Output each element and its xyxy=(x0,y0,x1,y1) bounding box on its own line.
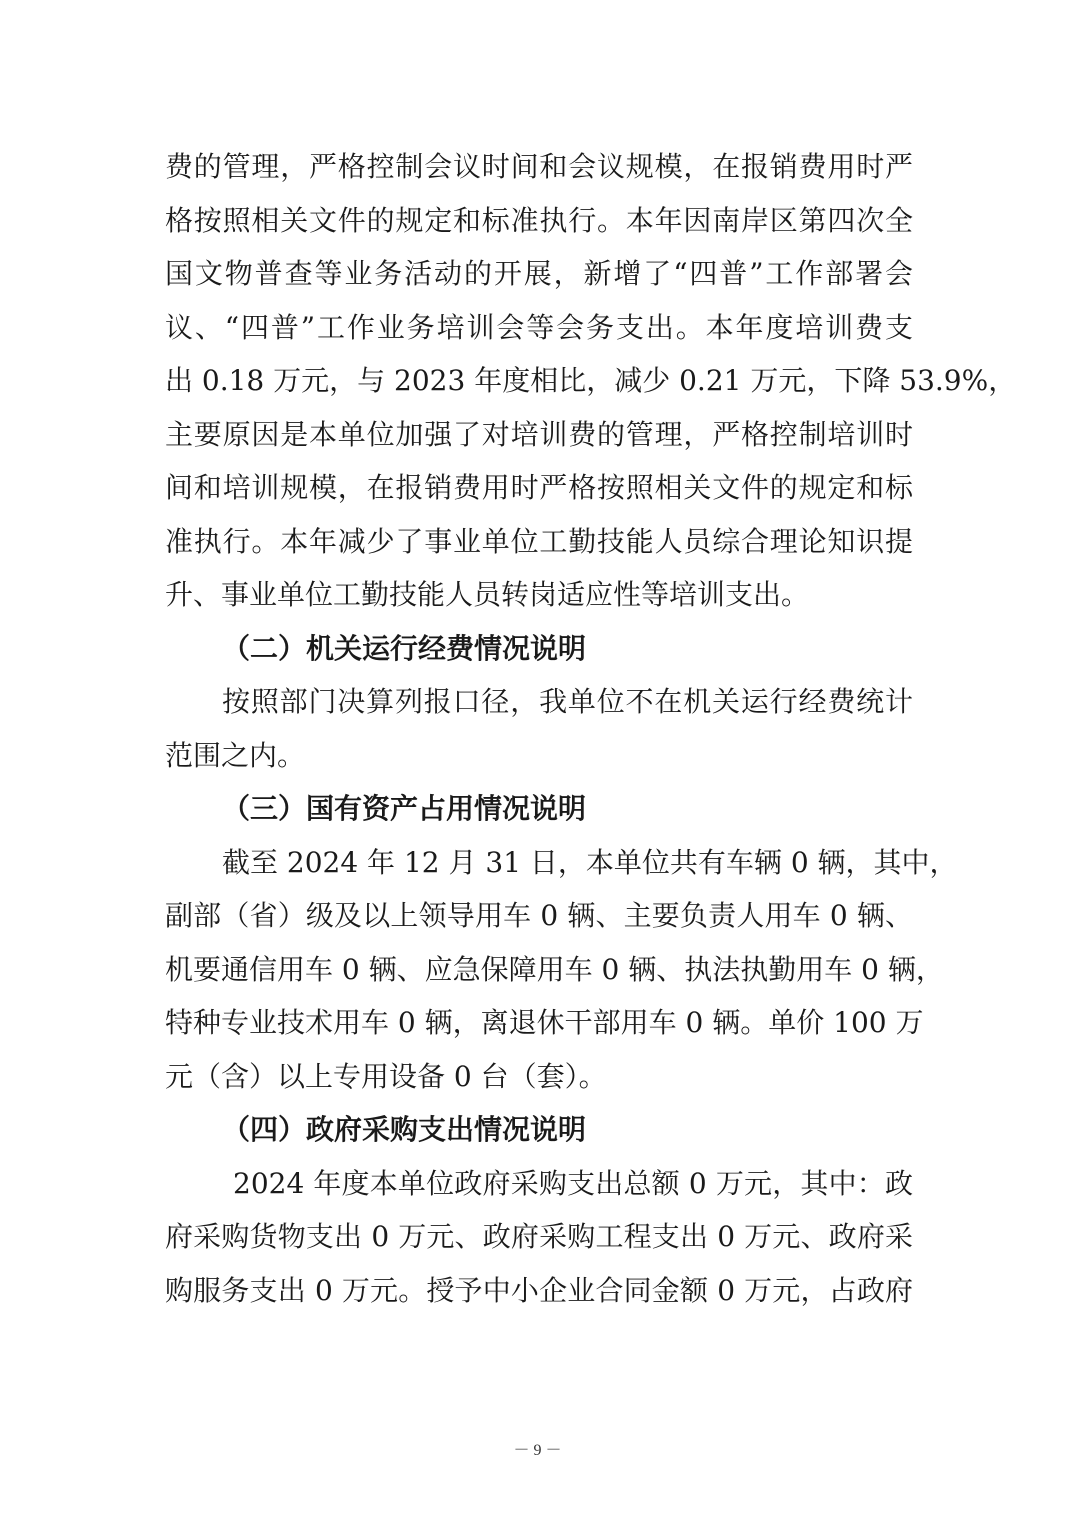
body-line: 2024 年度本单位政府采购支出总额 0 万元，其中：政 xyxy=(233,1166,913,1200)
body-line: 购服务支出 0 万元。授予中小企业合同金额 0 万元，占政府 xyxy=(165,1273,913,1307)
body-line: 准执行。本年减少了事业单位工勤技能人员综合理论知识提 xyxy=(165,524,913,558)
body-line: 国文物普查等业务活动的开展，新增了“四普”工作部署会 xyxy=(165,257,913,290)
body-line: 范围之内。 xyxy=(165,738,306,772)
body-line: 副部（省）级及以上领导用车 0 辆、主要负责人用车 0 辆、 xyxy=(165,899,913,932)
body-line: 主要原因是本单位加强了对培训费的管理，严格控制培训时 xyxy=(165,417,913,451)
body-line: 费的管理，严格控制会议时间和会议规模，在报销费用时严 xyxy=(165,150,913,183)
body-line: 府采购货物支出 0 万元、政府采购工程支出 0 万元、政府采 xyxy=(165,1220,913,1253)
page-number: － 9 － xyxy=(513,1442,562,1459)
section-heading: （四）政府采购支出情况说明 xyxy=(222,1113,587,1146)
body-line: 议、“四普”工作业务培训会等会务支出。本年度培训费支 xyxy=(165,310,913,344)
body-line: 元（含）以上专用设备 0 台（套）。 xyxy=(165,1059,607,1093)
body-line: 出 0.18 万元，与 2023 年度相比，减少 0.21 万元，下降 53.9%， xyxy=(165,364,1017,397)
body-line: 机要通信用车 0 辆、应急保障用车 0 辆、执法执勤用车 0 辆， xyxy=(165,952,944,986)
section-heading: （三）国有资产占用情况说明 xyxy=(222,792,587,825)
body-line: 升、事业单位工勤技能人员转岗适应性等培训支出。 xyxy=(165,578,810,611)
section-heading: （二）机关运行经费情况说明 xyxy=(222,631,587,665)
body-line: 按照部门决算列报口径，我单位不在机关运行经费统计 xyxy=(222,685,913,718)
body-line: 格按照相关文件的规定和标准执行。本年因南岸区第四次全 xyxy=(165,203,913,237)
body-line: 间和培训规模，在报销费用时严格按照相关文件的规定和标 xyxy=(165,471,913,504)
document-body xyxy=(165,140,1017,1317)
body-line: 截至 2024 年 12 月 31 日，本单位共有车辆 0 辆，其中， xyxy=(222,845,958,879)
body-line: 特种专业技术用车 0 辆，离退休干部用车 0 辆。单价 100 万 xyxy=(165,1006,924,1039)
